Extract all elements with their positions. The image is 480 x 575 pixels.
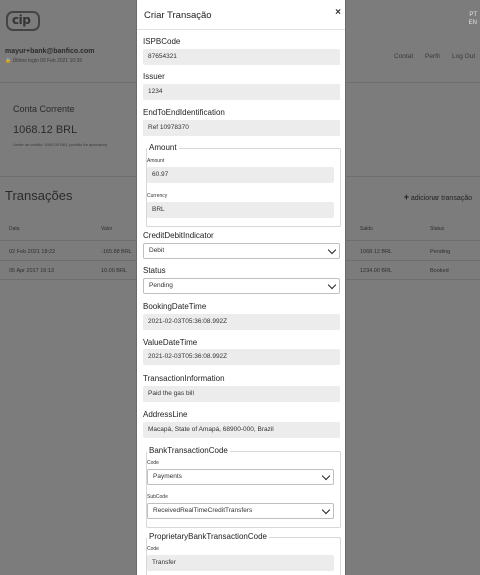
modal-title: Criar Transação <box>144 10 212 21</box>
last-login: 🔒 Último login 03 Feb 2021 10:35 <box>5 58 83 64</box>
col-header-balance: Saldo <box>360 226 373 232</box>
amount-group-legend: Amount <box>149 143 177 152</box>
btc-code-value: Payments <box>153 473 182 480</box>
pbtc-code-input[interactable]: Transfer <box>147 555 334 571</box>
credit-debit-value: Debit <box>149 247 165 254</box>
booking-datetime-input[interactable]: 2021-02-03T05:36:08.992Z <box>143 314 340 330</box>
table-cell-status: Pending <box>430 249 451 255</box>
btc-code-label: Code <box>147 460 159 466</box>
amount-input[interactable]: 60.97 <box>147 167 334 183</box>
table-cell-status: Booked <box>430 268 449 274</box>
add-transaction-button[interactable] <box>404 192 472 202</box>
lang-pt-link[interactable]: PT <box>469 12 477 18</box>
booking-datetime-label: BookingDateTime <box>143 302 207 311</box>
btc-subcode-value: ReceivedRealTimeCreditTransfers <box>153 507 253 514</box>
transaction-information-label: TransactionInformation <box>143 374 225 383</box>
transactions-title: Transações <box>5 188 73 203</box>
col-header-date: Data <box>9 226 20 232</box>
e2e-id-input[interactable]: Ref 10978370 <box>143 120 340 136</box>
account-balance: 1068.12 BRL <box>13 124 78 136</box>
account-limit: Limite de crédito: 1000.00 BRL (crédito thr aprovado) <box>13 142 108 147</box>
chevron-down-icon <box>328 246 336 254</box>
table-cell-value: -165.88 BRL <box>101 249 132 255</box>
table-cell-date: 02 Feb 2021 18:22 <box>9 249 56 255</box>
issuer-label: Issuer <box>143 72 165 81</box>
user-email: mayur+bank@banfico.com <box>5 48 95 55</box>
nav-profile-link[interactable]: Perfil <box>425 53 440 60</box>
col-header-status: Status <box>430 226 445 232</box>
status-select[interactable] <box>143 278 340 294</box>
plus-icon: + <box>403 192 409 202</box>
address-line-label: AddressLine <box>143 410 188 419</box>
add-transaction-label: adicionar transação <box>410 195 472 202</box>
create-transaction-modal <box>136 0 346 575</box>
btc-subcode-label: SubCode <box>147 494 168 500</box>
e2e-id-label: EndToEndIdentification <box>143 108 225 117</box>
ispb-code-input[interactable]: 87654321 <box>143 49 340 65</box>
table-cell-date: 05 Apr 2017 16:13 <box>9 268 54 274</box>
btc-code-select[interactable] <box>147 469 334 485</box>
lang-en-link[interactable]: EN <box>468 20 477 26</box>
nav-contact-link[interactable]: Contat <box>394 53 414 60</box>
status-label: Status <box>143 266 166 275</box>
table-cell-balance: 1234.00 BRL <box>360 268 393 274</box>
ispb-code-label: ISPBCode <box>143 37 181 46</box>
proprietary-btc-legend: ProprietaryBankTransactionCode <box>149 532 267 541</box>
col-header-value: Valor <box>101 226 113 232</box>
nav-logout-link[interactable]: Log Out <box>452 53 476 60</box>
chevron-down-icon <box>328 281 336 289</box>
table-cell-balance: 1068.12 BRL <box>360 249 393 255</box>
currency-input[interactable]: BRL <box>147 202 334 218</box>
value-datetime-input[interactable]: 2021-02-03T05:36:08.992Z <box>143 349 340 365</box>
close-icon[interactable]: × <box>335 7 341 18</box>
transaction-information-input[interactable]: Paid the gas bill <box>143 386 340 402</box>
bank-transaction-code-legend: BankTransactionCode <box>149 446 228 455</box>
chevron-down-icon <box>322 472 330 480</box>
cip-logo[interactable] <box>6 11 40 31</box>
value-datetime-label: ValueDateTime <box>143 338 198 347</box>
btc-subcode-select[interactable] <box>147 503 334 519</box>
credit-debit-label: CreditDebitIndicator <box>143 231 214 240</box>
modal-header <box>137 0 346 30</box>
pbtc-code-label: Code <box>147 546 159 552</box>
issuer-input[interactable]: 1234 <box>143 84 340 100</box>
credit-debit-select[interactable] <box>143 243 340 259</box>
status-value: Pending <box>149 282 173 289</box>
logo-text: cip <box>12 13 31 27</box>
address-line-input[interactable]: Macapá, State of Amapá, 68900-000, Brazil <box>143 422 340 438</box>
table-cell-value: 10.00 BRL <box>101 268 127 274</box>
account-title: Conta Corrente <box>13 104 75 114</box>
amount-label: Amount <box>147 158 165 164</box>
currency-label: Currency <box>147 193 168 199</box>
chevron-down-icon <box>322 506 330 514</box>
